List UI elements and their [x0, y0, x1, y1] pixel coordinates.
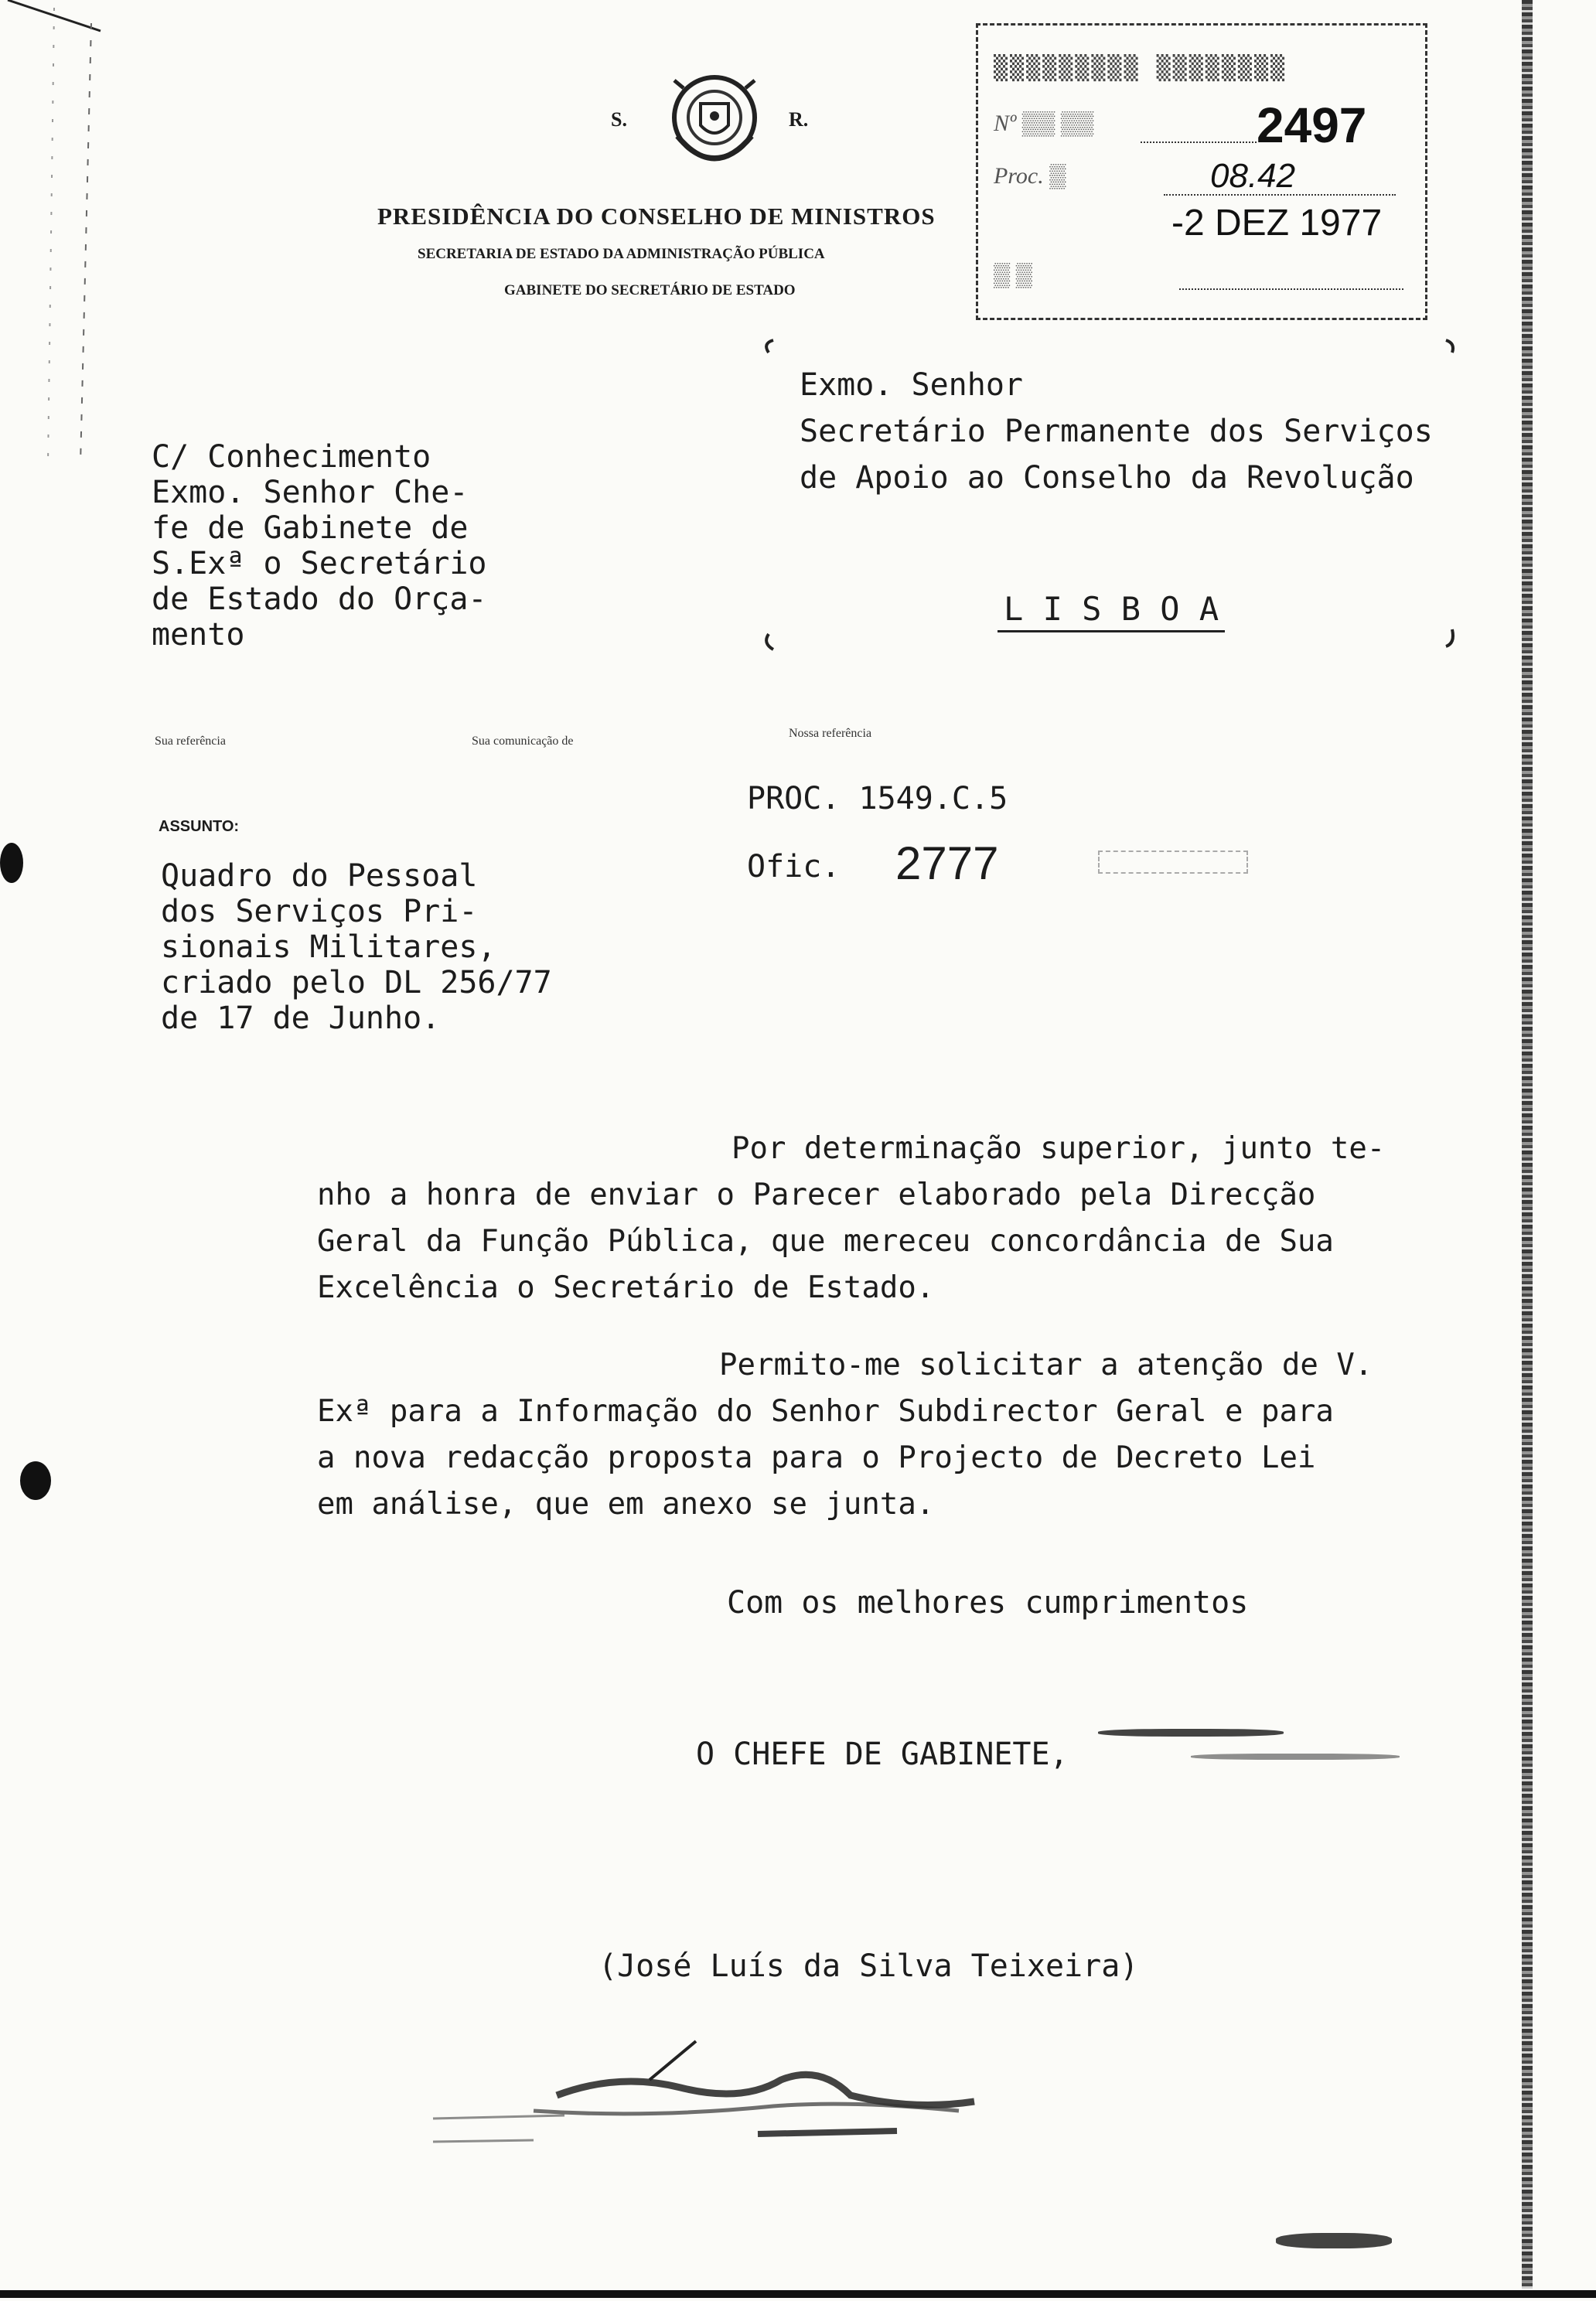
stamp-date: -2 DEZ 1977: [1171, 203, 1383, 244]
assunto-line: sionais Militares,: [161, 929, 496, 965]
stamp-number: 2497: [1257, 97, 1367, 153]
addressee-title: Secretário Permanente dos Serviços: [800, 414, 1433, 449]
assunto-line: dos Serviços Pri-: [161, 894, 478, 929]
cc-line: de Estado do Orça-: [152, 581, 487, 617]
stamp-label-smudge: ▒ ▒: [994, 262, 1033, 288]
ink-mark: [1098, 1729, 1284, 1737]
scan-edge: [1522, 0, 1533, 2289]
body-paragraph-1: [317, 1126, 1446, 1311]
sua-comunicacao-label: Sua comunicação de: [472, 735, 574, 748]
oficio-number: 2777: [895, 837, 999, 889]
letterhead-r: R.: [789, 108, 809, 131]
cc-line: C/ Conhecimento: [152, 439, 431, 475]
stamp-label-smudge: Nº ▒▒ ▒▒: [994, 111, 1094, 136]
body-line: Por determinação superior, junto te-: [732, 1131, 1386, 1166]
registration-stamp: [976, 23, 1427, 320]
punch-hole-mark: [20, 1461, 51, 1500]
body-paragraph-2: [317, 1342, 1446, 1528]
assunto-block: [161, 858, 552, 1036]
addressee-department: de Apoio ao Conselho da Revolução: [800, 460, 1414, 496]
punch-hole-mark: [0, 843, 23, 883]
letterhead-secretaria: SECRETARIA DE ESTADO DA ADMINISTRAÇÃO PÚBLICA: [418, 246, 825, 262]
scan-artifact-lines: [0, 0, 108, 479]
assunto-line: Quadro do Pessoal: [161, 858, 478, 894]
ink-mark: [1191, 1754, 1400, 1760]
cc-line: mento: [152, 617, 245, 653]
body-line: Permito-me solicitar a atenção de V.: [719, 1348, 1373, 1382]
nossa-referencia-label: Nossa referência: [789, 727, 872, 740]
assunto-line: criado pelo DL 256/77: [161, 965, 552, 1001]
ink-mark: [1276, 2233, 1392, 2248]
closing-greeting: Com os melhores cumprimentos: [727, 1585, 1249, 1621]
assunto-line: de 17 de Junho.: [161, 1001, 441, 1036]
body-line: a nova redacção proposta para o Projecto de Decreto Lei: [317, 1440, 1316, 1475]
body-line: nho a honra de enviar o Parecer elaborado pela Direcção: [317, 1178, 1316, 1212]
process-number: PROC. 1549.C.5: [747, 781, 1008, 816]
signoff-title: O CHEFE DE GABINETE,: [696, 1737, 1069, 1772]
sua-referencia-label: Sua referência: [155, 735, 226, 748]
body-line: Geral da Função Pública, que mereceu concordância de Sua: [317, 1224, 1334, 1259]
assunto-label: ASSUNTO:: [159, 818, 240, 835]
addressee-city: L I S B O A: [998, 591, 1225, 632]
stamp-ref: 08.42: [1210, 157, 1296, 195]
letterhead-presidencia: PRESIDÊNCIA DO CONSELHO DE MINISTROS: [377, 203, 936, 230]
oficio-label: Ofic.: [747, 849, 841, 885]
signatory-name: (José Luís da Silva Teixeira): [598, 1948, 1139, 1984]
body-line: Exª para a Informação do Senhor Subdirector Geral e para: [317, 1394, 1334, 1429]
cc-line: Exmo. Senhor Che-: [152, 475, 469, 510]
stamp-header-smudge: ▒▒▒▒▒▒▒▒▒ ▒▒▒▒▒▒▒▒: [994, 55, 1287, 82]
letterhead-s: S.: [611, 108, 627, 131]
cc-line: S.Exª o Secretário: [152, 546, 487, 581]
stamp-label-smudge: Proc. ▒: [994, 163, 1066, 189]
scan-edge-bottom: [0, 2290, 1596, 2298]
addressee-block: [800, 362, 1433, 501]
faded-stamp-mark: [1098, 851, 1248, 874]
handwritten-signature: [418, 2026, 1268, 2204]
letterhead-gabinete: GABINETE DO SECRETÁRIO DE ESTADO: [504, 282, 796, 298]
cc-block: [152, 439, 486, 653]
body-line: em análise, que em anexo se junta.: [317, 1487, 935, 1522]
coat-of-arms-emblem: [660, 65, 769, 177]
cc-line: fe de Gabinete de: [152, 510, 469, 546]
addressee-salutation: Exmo. Senhor: [800, 367, 1023, 403]
body-line: Excelência o Secretário de Estado.: [317, 1270, 935, 1305]
